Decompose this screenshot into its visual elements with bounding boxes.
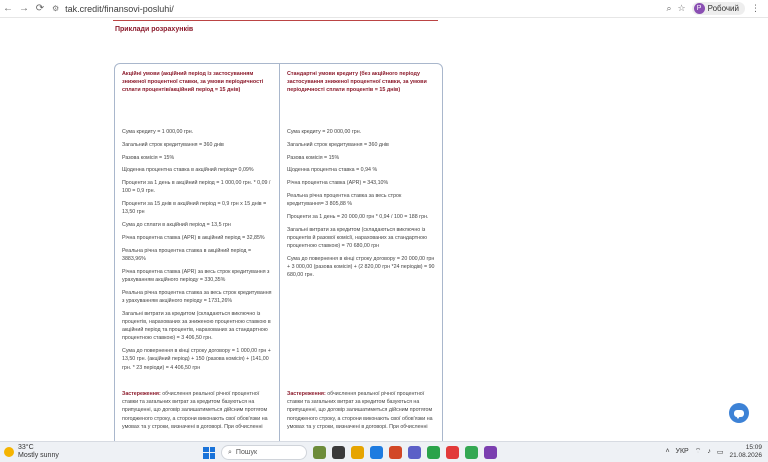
profile-button[interactable] bbox=[692, 2, 745, 15]
office-icon[interactable] bbox=[389, 446, 402, 459]
promo-heading: Акційні умови (акційний період із застосуванням зниженої процентної ставки, за умови періодичності сплати процентів/акційний період = 15 днів) bbox=[122, 71, 264, 94]
sun-icon bbox=[4, 447, 14, 457]
list-item: Проценти за 15 днів в акційний період = 0,9 грн х 15 днів = 13,50 грн bbox=[122, 201, 267, 216]
app-icon[interactable] bbox=[427, 446, 440, 459]
wifi-icon[interactable]: ⌔ bbox=[694, 448, 702, 456]
list-item: Річна процентна ставка (APR) за весь строк кредитування з урахуванням акційного періоду = 330,35% bbox=[122, 268, 270, 283]
search-icon: ⌕ bbox=[228, 448, 232, 456]
chat-bubble-icon bbox=[734, 410, 744, 417]
profile-label: Робочий bbox=[707, 4, 739, 13]
chat-widget-button[interactable] bbox=[729, 403, 749, 423]
menu-kebab-icon[interactable]: ⋮ bbox=[751, 3, 760, 13]
warning-text: обчислення реальної річної процентної ставки та загальних витрат за кредитом базуються на припущенні, що договір залишатиметься дійсним протягом погодженого строку, а сторони виконають свої обов'язки на умовах та у строки, визначені в договорі. При обчисленні bbox=[287, 391, 433, 430]
edge-icon[interactable] bbox=[370, 446, 383, 459]
windows-start-icon[interactable] bbox=[203, 447, 215, 459]
app-icon[interactable] bbox=[484, 446, 497, 459]
address-text: tak.credit/finansovi-posluhi/ bbox=[65, 3, 174, 14]
zoom-icon[interactable]: ⌕ bbox=[666, 3, 672, 13]
standard-warning bbox=[287, 390, 437, 431]
list-item: Річна процентна ставка (APR) = 343,10% bbox=[287, 180, 389, 187]
warning-text: обчислення реальної річної процентної ставки та загальних витрат за кредитом базуються на припущенні, що договір залишатиметься дійсним протягом погодженого строку, а сторони виконають свої обов'язки на умовах та у строки, визначені в договорі. При обчисленні bbox=[122, 391, 268, 430]
calculation-table bbox=[114, 63, 443, 441]
search-placeholder: Пошук bbox=[235, 449, 258, 456]
list-item: Сума до повернення в кінці строку договору = 1 000,00 грн + 13,50 грн. (акційний період) + 150 (разова комісія) + (141,00 грн. * 23 періоди) = 4 406,50 грн bbox=[122, 348, 271, 371]
taskbar-apps bbox=[203, 445, 497, 460]
language-indicator[interactable]: УКР bbox=[675, 448, 689, 456]
browser-toolbar bbox=[0, 0, 768, 18]
speaker-icon[interactable]: ♪ bbox=[707, 448, 711, 456]
list-item: Щоденна процентна ставка в акційний період= 0,09% bbox=[122, 167, 254, 174]
taskbar bbox=[0, 441, 768, 462]
list-item: Сума кредиту = 1 000,00 грн. bbox=[122, 129, 194, 135]
list-item: Річна процентна ставка (APR) в акційний період = 32,85% bbox=[122, 234, 265, 241]
standard-heading: Стандартні умови кредиту (без акційного періоду застосування зниженої процентної ставки, за умови періодичності сплати процентів = 15 днів) bbox=[287, 71, 427, 94]
widget-icon[interactable] bbox=[313, 446, 326, 459]
list-item: Реальна річна процентна ставка в акційний період = 3883,96% bbox=[122, 247, 252, 262]
chevron-up-icon[interactable]: ˄ bbox=[665, 448, 670, 456]
list-item: Загальні витрати за кредитом (складаються виключно із процентів й разової комісії, нарахованих за стандартною процентною ставкою) = 70 680,00 грн bbox=[287, 226, 427, 250]
promo-conditions-column bbox=[115, 64, 280, 441]
promo-warning bbox=[122, 390, 272, 431]
list-item: Реальна річна процентна ставка за весь строк кредитування з урахуванням акційного періоду = 1731,26% bbox=[122, 289, 272, 304]
divider bbox=[113, 20, 438, 21]
chrome-icon[interactable] bbox=[465, 446, 478, 459]
list-item: Реальна річна процентна ставка за весь строк кредитування= 3 805,88 % bbox=[287, 192, 402, 208]
page-content bbox=[0, 18, 768, 441]
forward-icon[interactable]: → bbox=[19, 3, 29, 14]
weather-widget[interactable] bbox=[0, 444, 120, 460]
battery-icon[interactable]: ▭ bbox=[716, 448, 724, 456]
weather-text: Mostly sunny bbox=[18, 452, 59, 459]
list-item: Сума до сплати в акційний період = 13,5 грн bbox=[122, 222, 231, 229]
taskbar-search[interactable] bbox=[221, 445, 307, 460]
list-item: Загальні витрати за кредитом (складаються виключно із процентів, нарахованих за зниженою процентною ставкою в акційний період та процентів, нарахованих за стандартною процентною ставкою) = 3 406,50 грн. bbox=[122, 310, 271, 342]
app-icon[interactable] bbox=[446, 446, 459, 459]
file-explorer-icon[interactable] bbox=[351, 446, 364, 459]
temperature: 33°C bbox=[18, 443, 34, 451]
address-bar[interactable] bbox=[52, 4, 174, 14]
time: 15:09 bbox=[745, 444, 762, 451]
warning-label: Застереження: bbox=[287, 391, 326, 397]
avatar: Р bbox=[694, 3, 705, 14]
system-tray bbox=[665, 444, 762, 460]
list-item: Разова комісія = 15% bbox=[287, 154, 340, 161]
list-item: Загальний строк кредитування = 360 днів bbox=[287, 141, 389, 148]
list-item: Щоденна процентна ставка = 0,94 % bbox=[287, 167, 378, 174]
back-icon[interactable]: ← bbox=[3, 3, 13, 14]
task-view-icon[interactable] bbox=[332, 446, 345, 459]
section-title: Приклади розрахунків bbox=[115, 26, 194, 33]
list-item: Сума до повернення в кінці строку договору = 20 000,00 грн + 3 000,00 (разова комісія) + (2 820,00 грн *24 періодів) = 90 680,00 грн. bbox=[287, 255, 435, 279]
reload-icon[interactable]: ⟳ bbox=[35, 3, 45, 14]
list-item: Проценти за 1 день = 20 000,00 грн * 0,94 / 100 = 188 грн. bbox=[287, 213, 429, 220]
bookmark-star-icon[interactable]: ☆ bbox=[677, 3, 686, 13]
clock[interactable] bbox=[729, 444, 762, 460]
date: 21.08.2026 bbox=[729, 451, 762, 459]
list-item: Сума кредиту = 20 000,00 грн. bbox=[287, 129, 362, 135]
warning-label: Застереження: bbox=[122, 391, 161, 397]
list-item: Загальний строк кредитування = 360 днів bbox=[122, 141, 224, 148]
promo-lines bbox=[122, 128, 272, 372]
site-info-icon[interactable]: ⚙ bbox=[52, 4, 60, 13]
list-item: Проценти за 1 день в акційний період = 1 000,00 грн. * 0,09 / 100 = 0,9 грн. bbox=[122, 180, 271, 195]
list-item: Разова комісія = 15% bbox=[122, 154, 175, 161]
standard-lines bbox=[287, 128, 437, 280]
standard-conditions-column bbox=[280, 64, 443, 441]
teams-icon[interactable] bbox=[408, 446, 421, 459]
